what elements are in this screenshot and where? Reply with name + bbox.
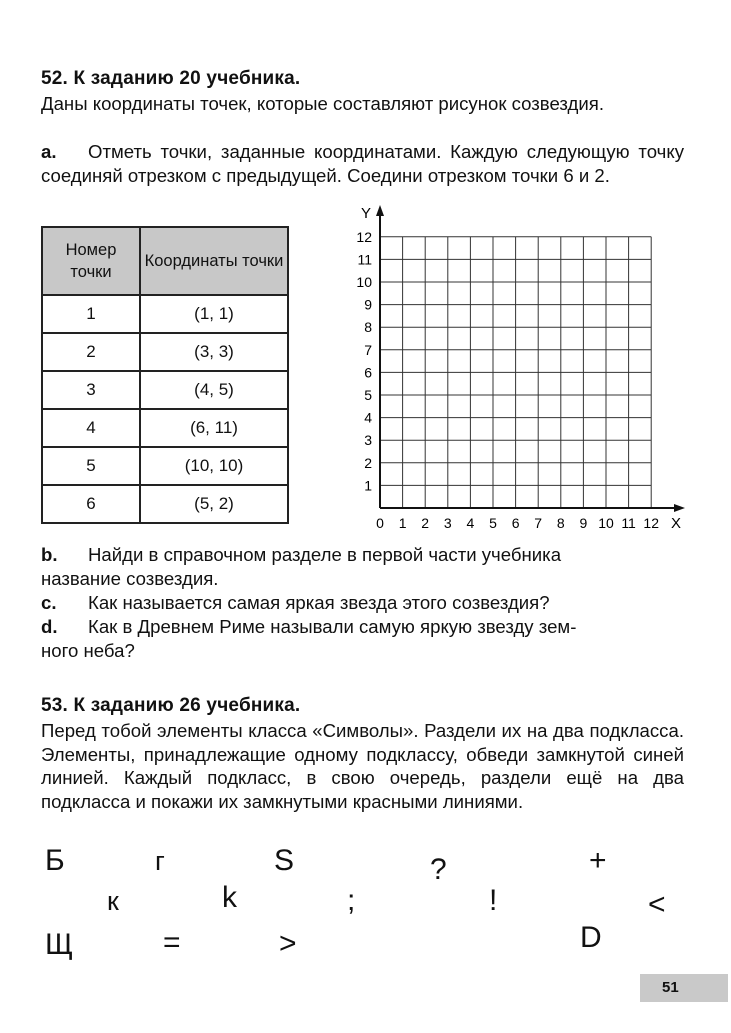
point-number: 1: [42, 295, 140, 333]
point-coordinates: (4, 5): [140, 371, 288, 409]
x-tick-labels: [376, 515, 659, 531]
y-axis-label: Y: [361, 205, 372, 222]
point-number: 2: [42, 333, 140, 371]
header-point-coordinates: Координаты точки: [140, 227, 288, 295]
task-52-part-b: [41, 543, 561, 567]
x-tick-label: 2: [421, 515, 430, 531]
symbol-cyrillic-be: Б: [45, 844, 65, 877]
x-tick-label: 8: [556, 515, 565, 531]
coordinates-table: [41, 226, 289, 524]
header-point-number: Номер точки: [42, 227, 140, 295]
y-tick-label: 5: [364, 387, 372, 403]
y-axis-arrow: [376, 205, 384, 216]
task-52-part-d: [41, 615, 576, 639]
y-tick-label: 8: [364, 319, 372, 336]
y-tick-label: 11: [357, 251, 372, 268]
x-tick-label: 3: [443, 515, 452, 531]
point-number: 5: [42, 447, 140, 485]
symbol-cyrillic-ge: г: [155, 846, 165, 876]
grid-lines: [380, 237, 651, 508]
x-axis-arrow: [674, 504, 685, 512]
coordinate-grid: [330, 200, 690, 540]
symbol-question-mark: ?: [430, 853, 447, 886]
symbol-plus: +: [589, 844, 607, 877]
point-number: 6: [42, 485, 140, 523]
part-a-letter: a.: [41, 141, 57, 162]
y-tick-label: 6: [364, 364, 372, 381]
point-number: 4: [42, 409, 140, 447]
x-tick-label: 0: [376, 515, 384, 531]
table-row: [42, 409, 288, 447]
part-c-letter: c.: [41, 592, 57, 613]
symbol-greater-than: >: [279, 927, 297, 960]
symbol-latin-k: k: [222, 881, 237, 914]
x-tick-label: 4: [466, 515, 475, 531]
task-52-part-c: [41, 591, 550, 615]
point-coordinates: (5, 2): [140, 485, 288, 523]
page-number: 51: [640, 974, 728, 1002]
x-tick-label: 10: [598, 515, 614, 531]
symbol-exclamation: !: [489, 884, 498, 917]
part-a-text: Отметь точки, заданные координатами. Каждую следующую точку соединяй отрезком с предыдущей. Соедини отрезком точки 6 и 2.: [41, 141, 684, 186]
table-row: [42, 371, 288, 409]
symbol-latin-s: S: [274, 844, 295, 877]
part-d-letter: d.: [41, 616, 58, 637]
x-tick-label: 6: [511, 515, 520, 531]
y-tick-label: 1: [364, 477, 372, 494]
point-number: 3: [42, 371, 140, 409]
y-tick-label: 9: [364, 296, 372, 313]
task-52-heading: 52. К заданию 20 учебника.: [41, 68, 301, 89]
part-c-text: Как называется самая яркая звезда этого созвездия?: [88, 592, 550, 613]
y-tick-label: 10: [356, 274, 372, 290]
part-b-letter: b.: [41, 544, 58, 565]
x-axis-label: X: [671, 515, 682, 532]
symbol-equals: =: [163, 926, 181, 959]
y-tick-label: 3: [364, 432, 372, 449]
table-row: [42, 333, 288, 371]
y-tick-labels: [356, 229, 372, 494]
part-d-line1: Как в Древнем Риме называли самую яркую звезду зем-: [88, 616, 577, 637]
symbol-latin-d: D: [580, 921, 602, 954]
y-tick-label: 7: [364, 341, 372, 358]
point-coordinates: (1, 1): [140, 295, 288, 333]
part-d-line2: ного неба?: [41, 640, 135, 661]
x-tick-label: 1: [398, 515, 407, 531]
table-row: [42, 295, 288, 333]
table-row: [42, 485, 288, 523]
task-53-heading: 53. К заданию 26 учебника.: [41, 695, 301, 716]
symbol-cyrillic-shcha: Щ: [45, 928, 74, 961]
symbol-semicolon: ;: [347, 884, 356, 917]
x-tick-label: 7: [534, 515, 543, 531]
point-coordinates: (3, 3): [140, 333, 288, 371]
point-coordinates: (6, 11): [140, 409, 288, 447]
task-53-text: Перед тобой элементы класса «Символы». Раздели их на два подкласса. Элементы, принадлежащие одному подклассу, обведи замкнутой синей линией. Каждый подкласс, в свою очередь, раздели ещё на два подкласса и покажи их замкнутыми красными линиями.: [41, 720, 684, 812]
symbol-cyrillic-ka: к: [107, 886, 119, 916]
x-tick-label: 12: [643, 515, 659, 531]
part-b-line2: название созвездия.: [41, 568, 219, 589]
task-52-intro: Даны координаты точек, которые составляют рисунок созвездия.: [41, 93, 604, 114]
symbol-less-than: <: [648, 888, 666, 921]
x-tick-label: 11: [621, 515, 636, 531]
point-coordinates: (10, 10): [140, 447, 288, 485]
x-tick-label: 9: [579, 515, 588, 531]
task-52-part-a: [41, 140, 684, 187]
part-b-line1: Найди в справочном разделе в первой части учебника: [88, 544, 562, 565]
y-tick-label: 2: [364, 454, 372, 471]
x-tick-label: 5: [489, 515, 497, 531]
y-tick-label: 4: [364, 409, 372, 426]
table-row: [42, 447, 288, 485]
y-tick-label: 12: [356, 228, 372, 245]
